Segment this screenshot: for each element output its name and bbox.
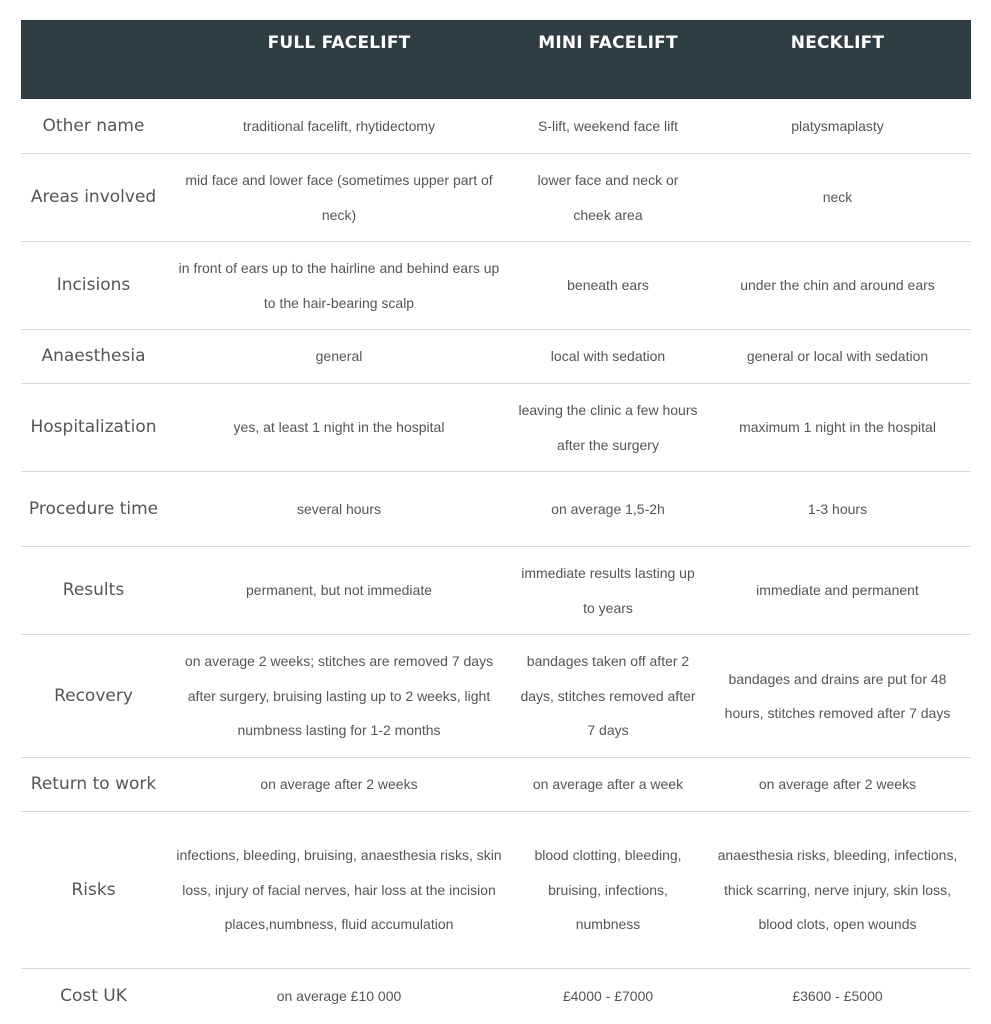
- row-label: Results: [62, 580, 125, 600]
- table-row: [21, 330, 971, 384]
- mini-facelift-cell: S-lift, weekend face lift: [537, 117, 679, 134]
- mini-facelift-cell: bandages taken off after 2 days, stitches removed after 7 days: [520, 653, 696, 739]
- table-header: [21, 20, 971, 99]
- mini-facelift-cell: local with sedation: [550, 348, 666, 365]
- table-row: [21, 154, 971, 242]
- table-row: [21, 758, 971, 812]
- table-row: [21, 242, 971, 330]
- mini-facelift-cell: lower face and neck or cheek area: [537, 172, 679, 223]
- necklift-cell: maximum 1 night in the hospital: [739, 419, 936, 436]
- mini-facelift-cell: beneath ears: [567, 277, 649, 294]
- necklift-cell: general or local with sedation: [746, 348, 929, 365]
- full-facelift-cell: in front of ears up to the hairline and behind ears up to the hair-bearing scalp: [178, 260, 500, 311]
- table-row: [21, 472, 971, 547]
- full-facelift-cell: on average after 2 weeks: [260, 776, 418, 793]
- full-facelift-cell: on average 2 weeks; stitches are removed 7 days after surgery, bruising lasting up to 2 weeks, light numbness lasting for 1-2 months: [184, 653, 494, 739]
- mini-facelift-cell: on average after a week: [532, 776, 684, 793]
- row-label: Recovery: [54, 685, 133, 706]
- full-facelift-cell: traditional facelift, rhytidectomy: [242, 117, 436, 134]
- row-label: Incisions: [56, 275, 131, 295]
- full-facelift-cell: on average £10 000: [276, 987, 402, 1004]
- necklift-cell: under the chin and around ears: [740, 277, 935, 294]
- full-facelift-cell: permanent, but not immediate: [246, 582, 432, 599]
- table-row: [21, 969, 971, 1023]
- row-label: Cost UK: [60, 985, 127, 1006]
- necklift-cell: platysmaplasty: [791, 117, 884, 134]
- header-full-facelift: FULL FACELIFT: [267, 33, 411, 53]
- table-row: [21, 812, 971, 969]
- necklift-cell: anaesthesia risks, bleeding, infections, thick scarring, nerve injury, skin loss, blood clots, open wounds: [717, 847, 958, 933]
- header-mini-facelift: MINI FACELIFT: [538, 33, 678, 53]
- full-facelift-cell: several hours: [296, 500, 382, 517]
- table-row: [21, 635, 971, 758]
- full-facelift-cell: general: [315, 348, 363, 365]
- header-empty-cell: [21, 20, 166, 99]
- table-row: [21, 99, 971, 154]
- necklift-cell: neck: [822, 189, 853, 206]
- comparison-table: [21, 20, 971, 1023]
- full-facelift-cell: mid face and lower face (sometimes upper part of neck): [185, 172, 493, 223]
- mini-facelift-cell: leaving the clinic a few hours after the surgery: [518, 402, 698, 453]
- full-facelift-cell: infections, bleeding, bruising, anaesthesia risks, skin loss, injury of facial nerves, hair loss at the incision places,numbness, fluid accumulation: [176, 847, 502, 933]
- row-label: Return to work: [30, 774, 157, 794]
- header-necklift: NECKLIFT: [790, 33, 885, 53]
- row-label: Other name: [42, 115, 145, 136]
- row-label: Hospitalization: [30, 417, 157, 437]
- necklift-cell: 1-3 hours: [807, 500, 868, 517]
- necklift-cell: bandages and drains are put for 48 hours, stitches removed after 7 days: [724, 670, 951, 721]
- necklift-cell: £3600 - £5000: [792, 987, 883, 1004]
- necklift-cell: on average after 2 weeks: [758, 776, 917, 793]
- mini-facelift-cell: £4000 - £7000: [562, 987, 654, 1004]
- table-row: [21, 547, 971, 635]
- row-label: Areas involved: [30, 187, 157, 207]
- mini-facelift-cell: blood clotting, bleeding, bruising, infections, numbness: [534, 847, 682, 933]
- necklift-cell: immediate and permanent: [756, 582, 919, 599]
- table-row: [21, 384, 971, 472]
- row-label: Procedure time: [28, 498, 159, 519]
- row-label: Risks: [71, 879, 116, 900]
- mini-facelift-cell: on average 1,5-2h: [551, 500, 665, 517]
- row-label: Anaesthesia: [41, 346, 146, 366]
- full-facelift-cell: yes, at least 1 night in the hospital: [233, 419, 445, 436]
- mini-facelift-cell: immediate results lasting up to years: [521, 565, 695, 616]
